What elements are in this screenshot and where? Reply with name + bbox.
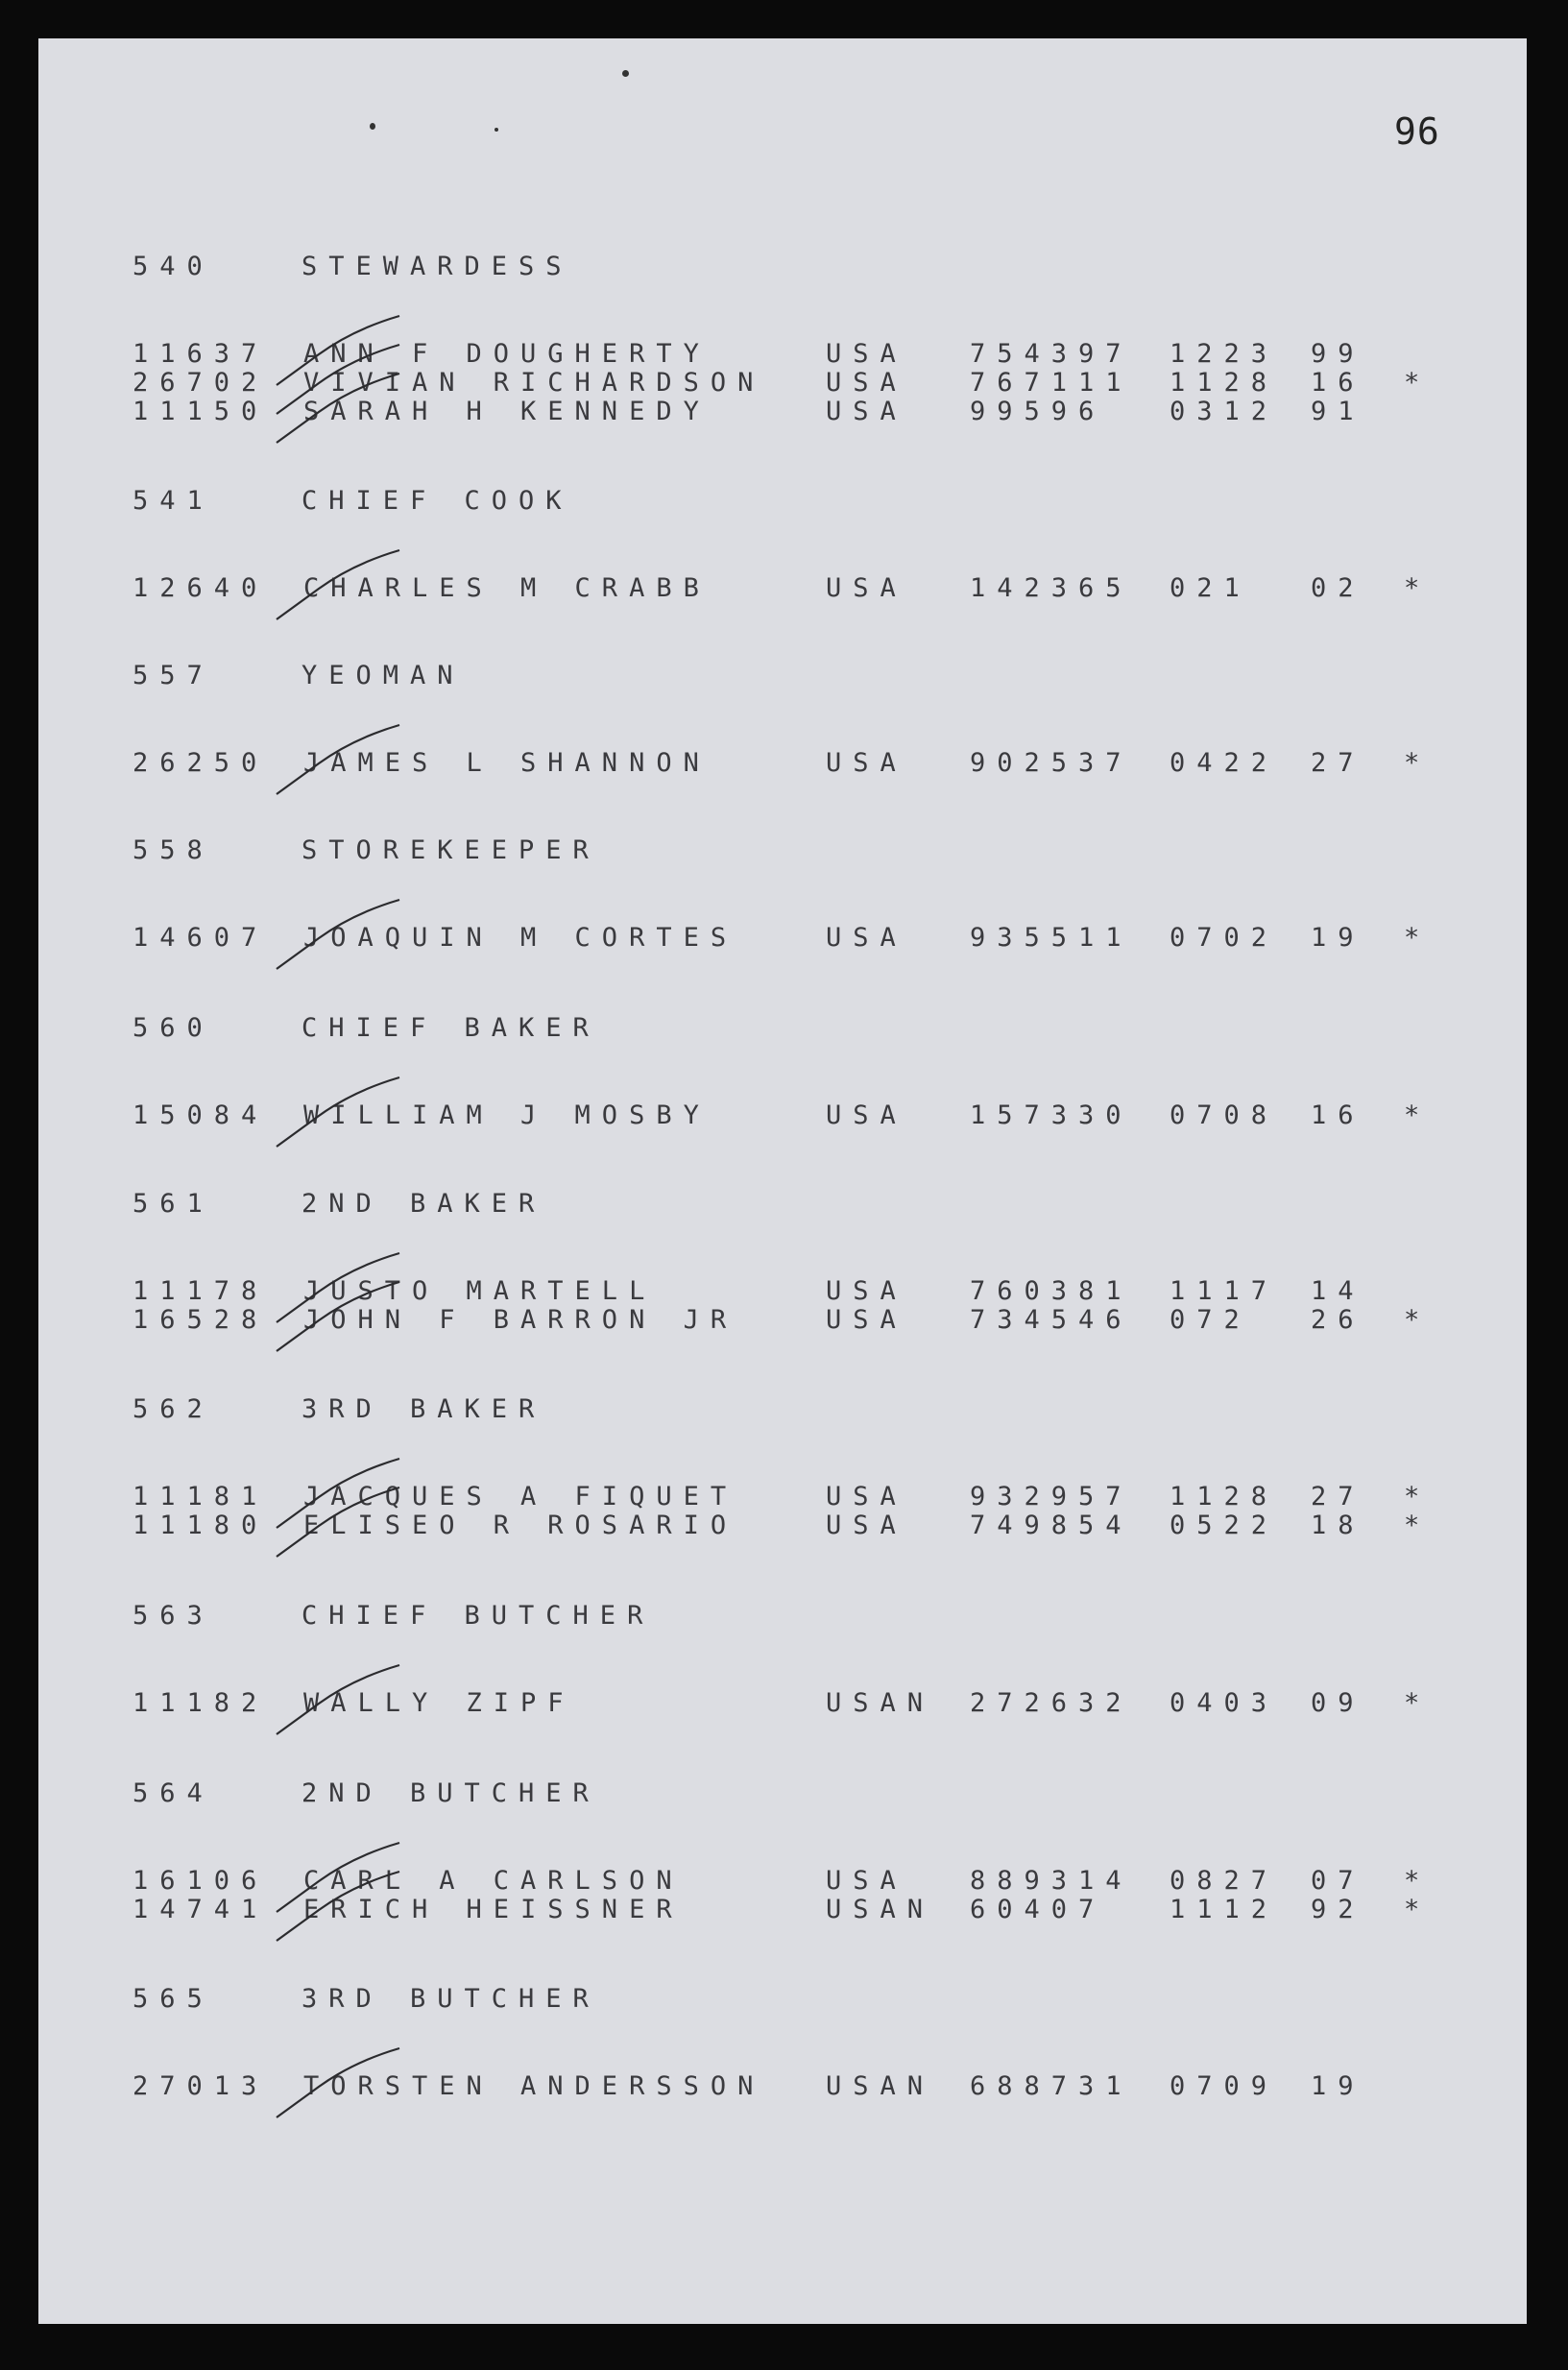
crew-id: 27013 — [133, 2071, 269, 2101]
section-title: STOREKEEPER — [302, 835, 600, 865]
crew-star: * — [1404, 1100, 1432, 1130]
crew-num: 99596 — [970, 397, 1106, 426]
crew-date: 1112 — [1170, 1895, 1279, 1924]
crew-name: SARAH H KENNEDY — [303, 397, 711, 426]
crew-id: 16106 — [133, 1866, 269, 1896]
crew-id: 16528 — [133, 1305, 269, 1335]
crew-id: 12640 — [133, 573, 269, 603]
crew-id: 14607 — [133, 923, 269, 953]
crew-date: 0827 — [1170, 1866, 1279, 1896]
crew-name: ELISEO R ROSARIO — [303, 1511, 738, 1540]
crew-id: 11181 — [133, 1482, 269, 1511]
crew-code: 14 — [1311, 1276, 1365, 1306]
crew-star: * — [1404, 1511, 1432, 1540]
crew-date: 1128 — [1170, 1482, 1279, 1511]
crew-nat: USAN — [826, 1688, 935, 1718]
crew-name: ANN F DOUGHERTY — [303, 339, 711, 369]
crew-nat: USA — [826, 397, 907, 426]
crew-code: 16 — [1311, 1100, 1365, 1130]
crew-num: 749854 — [970, 1511, 1133, 1540]
section-title: STEWARDESS — [302, 252, 573, 281]
crew-nat: USA — [826, 1305, 907, 1335]
crew-num: 734546 — [970, 1305, 1133, 1335]
crew-code: 07 — [1311, 1866, 1365, 1896]
crew-name: JAMES L SHANNON — [303, 748, 711, 778]
crew-id: 11637 — [133, 339, 269, 369]
crew-nat: USA — [826, 748, 907, 778]
crew-star: * — [1404, 1688, 1432, 1718]
section-title: 3RD BUTCHER — [302, 1984, 600, 2014]
section-code: 562 — [133, 1394, 214, 1424]
section-title: YEOMAN — [302, 661, 465, 690]
crew-name: JOHN F BARRON JR — [303, 1305, 738, 1335]
crew-code: 27 — [1311, 1482, 1365, 1511]
crew-date: 0708 — [1170, 1100, 1279, 1130]
crew-code: 09 — [1311, 1688, 1365, 1718]
section-code: 561 — [133, 1189, 214, 1219]
crew-num: 902537 — [970, 748, 1133, 778]
crew-name: CHARLES M CRABB — [303, 573, 711, 603]
crew-star: * — [1404, 1895, 1432, 1924]
crew-nat: USA — [826, 573, 907, 603]
crew-date: 0522 — [1170, 1511, 1279, 1540]
crew-nat: USA — [826, 1866, 907, 1896]
crew-name: TORSTEN ANDERSSON — [303, 2071, 765, 2101]
crew-nat: USA — [826, 368, 907, 398]
crew-name: WALLY ZIPF — [303, 1688, 575, 1718]
crew-code: 91 — [1311, 397, 1365, 426]
crew-code: 19 — [1311, 923, 1365, 953]
crew-id: 11150 — [133, 397, 269, 426]
crew-num: 754397 — [970, 339, 1133, 369]
crew-num: 688731 — [970, 2071, 1133, 2101]
crew-nat: USA — [826, 1511, 907, 1540]
crew-nat: USA — [826, 1100, 907, 1130]
crew-date: 072 — [1170, 1305, 1251, 1335]
crew-star: * — [1404, 1866, 1432, 1896]
section-code: 565 — [133, 1984, 214, 2014]
crew-date: 0403 — [1170, 1688, 1279, 1718]
crew-num: 60407 — [970, 1895, 1106, 1924]
crew-num: 142365 — [970, 573, 1133, 603]
crew-code: 19 — [1311, 2071, 1365, 2101]
section-code: 541 — [133, 486, 214, 516]
crew-nat: USA — [826, 1482, 907, 1511]
crew-nat: USAN — [826, 1895, 935, 1924]
crew-num: 767111 — [970, 368, 1133, 398]
crew-id: 14741 — [133, 1895, 269, 1924]
crew-name: JOAQUIN M CORTES — [303, 923, 738, 953]
crew-nat: USA — [826, 923, 907, 953]
crew-star: * — [1404, 1482, 1432, 1511]
crew-date: 0702 — [1170, 923, 1279, 953]
crew-name: JUSTO MARTELL — [303, 1276, 657, 1306]
section-code: 557 — [133, 661, 214, 690]
section-title: 2ND BUTCHER — [302, 1778, 600, 1808]
crew-date: 0709 — [1170, 2071, 1279, 2101]
section-code: 558 — [133, 835, 214, 865]
crew-id: 26702 — [133, 368, 269, 398]
crew-name: JACQUES A FIQUET — [303, 1482, 738, 1511]
crew-name: ERICH HEISSNER — [303, 1895, 684, 1924]
crew-date: 1128 — [1170, 368, 1279, 398]
crew-id: 11178 — [133, 1276, 269, 1306]
section-title: 3RD BAKER — [302, 1394, 546, 1424]
crew-code: 16 — [1311, 368, 1365, 398]
crew-num: 272632 — [970, 1688, 1133, 1718]
section-code: 560 — [133, 1013, 214, 1043]
crew-date: 1117 — [1170, 1276, 1279, 1306]
section-code: 540 — [133, 252, 214, 281]
section-title: CHIEF COOK — [302, 486, 573, 516]
crew-star: * — [1404, 573, 1432, 603]
crew-nat: USA — [826, 1276, 907, 1306]
section-title: CHIEF BUTCHER — [302, 1601, 655, 1631]
crew-nat: USA — [826, 339, 907, 369]
ink-speck — [495, 128, 498, 132]
crew-id: 15084 — [133, 1100, 269, 1130]
crew-num: 157330 — [970, 1100, 1133, 1130]
crew-num: 889314 — [970, 1866, 1133, 1896]
crew-name: WILLIAM J MOSBY — [303, 1100, 711, 1130]
crew-num: 932957 — [970, 1482, 1133, 1511]
crew-code: 27 — [1311, 748, 1365, 778]
crew-star: * — [1404, 1305, 1432, 1335]
crew-code: 99 — [1311, 339, 1365, 369]
ink-speck — [370, 123, 375, 130]
crew-id: 26250 — [133, 748, 269, 778]
crew-name: CARL A CARLSON — [303, 1866, 684, 1896]
page-number: 96 — [1394, 110, 1440, 153]
crew-code: 92 — [1311, 1895, 1365, 1924]
section-code: 563 — [133, 1601, 214, 1631]
crew-name: VIVIAN RICHARDSON — [303, 368, 765, 398]
crew-code: 02 — [1311, 573, 1365, 603]
crew-id: 11180 — [133, 1511, 269, 1540]
crew-id: 11182 — [133, 1688, 269, 1718]
crew-num: 760381 — [970, 1276, 1133, 1306]
crew-date: 0312 — [1170, 397, 1279, 426]
ink-speck — [622, 70, 629, 77]
crew-date: 0422 — [1170, 748, 1279, 778]
section-title: 2ND BAKER — [302, 1189, 546, 1219]
crew-date: 021 — [1170, 573, 1251, 603]
crew-num: 935511 — [970, 923, 1133, 953]
crew-date: 1223 — [1170, 339, 1279, 369]
section-code: 564 — [133, 1778, 214, 1808]
crew-star: * — [1404, 748, 1432, 778]
section-title: CHIEF BAKER — [302, 1013, 600, 1043]
crew-star: * — [1404, 923, 1432, 953]
crew-nat: USAN — [826, 2071, 935, 2101]
crew-code: 18 — [1311, 1511, 1365, 1540]
crew-star: * — [1404, 368, 1432, 398]
crew-code: 26 — [1311, 1305, 1365, 1335]
